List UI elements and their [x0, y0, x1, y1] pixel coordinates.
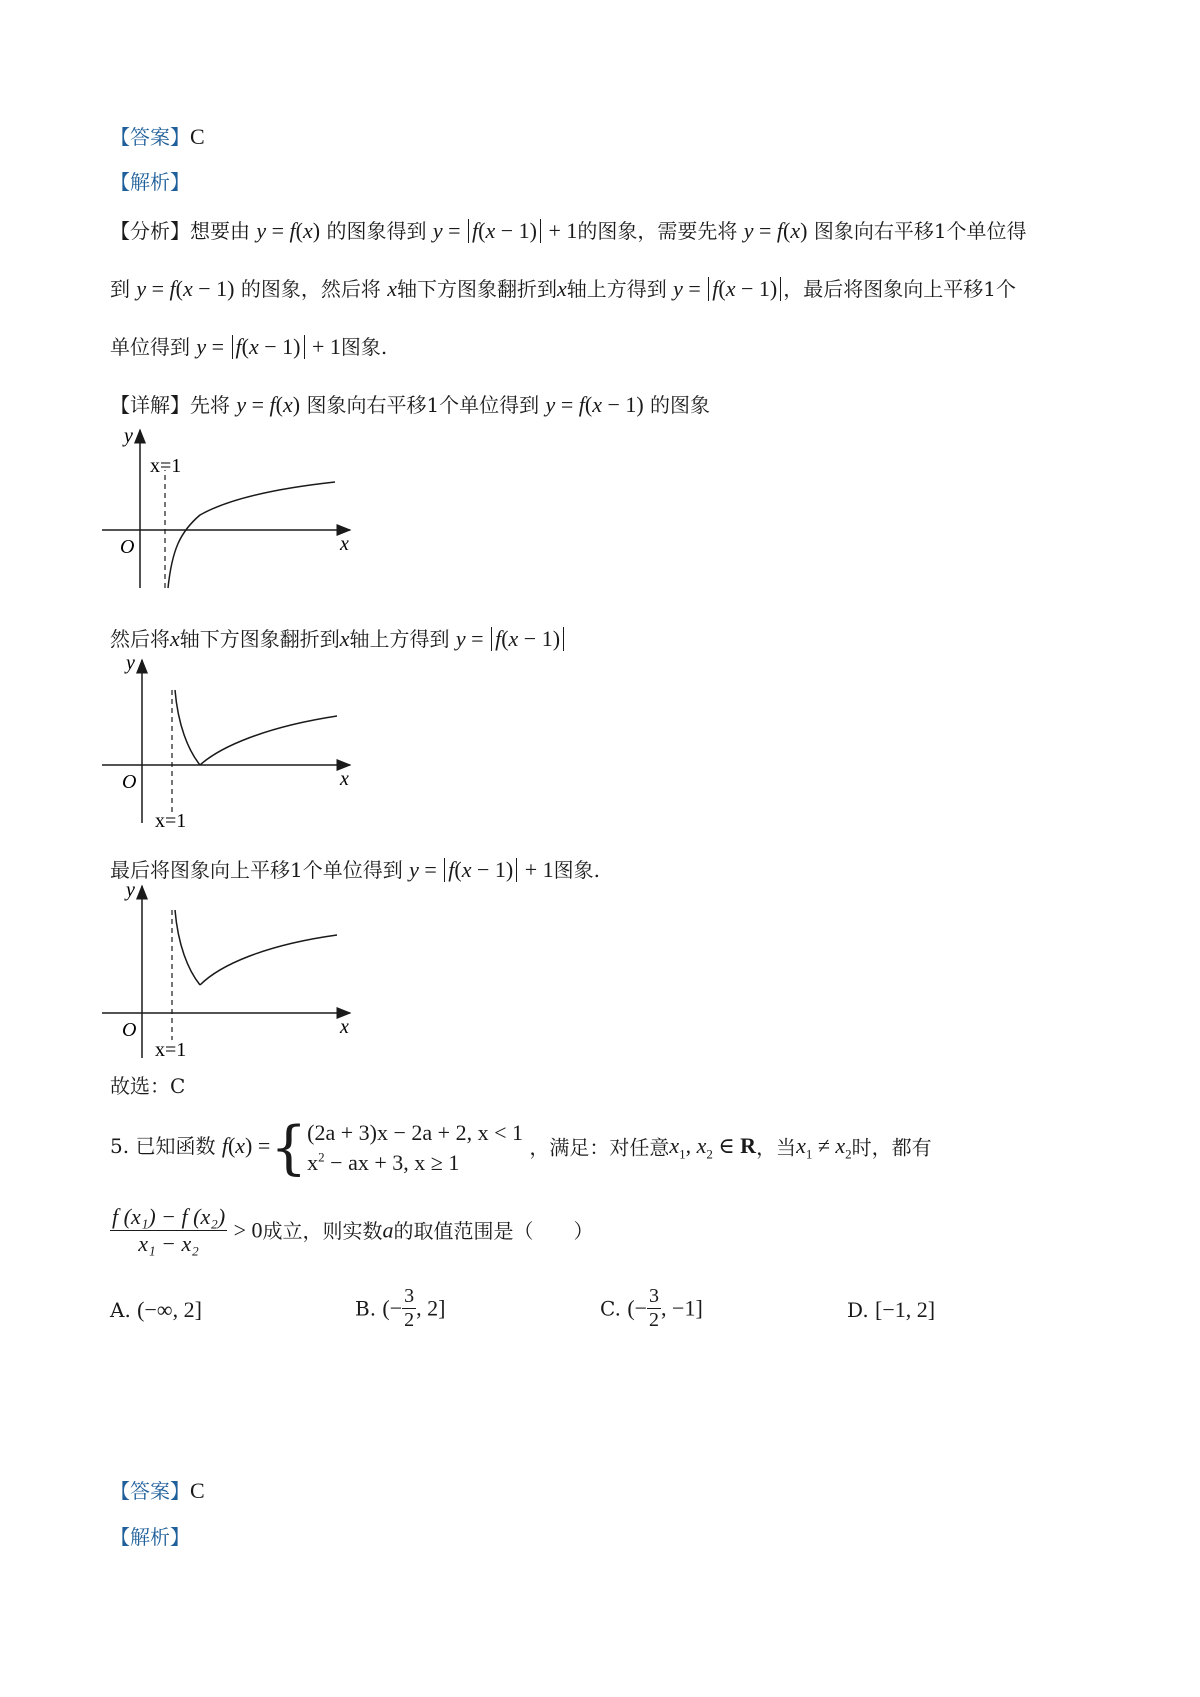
option-value-post: , 2] [416, 1295, 446, 1321]
text: 最后将图象向上平移1个单位得到 [110, 858, 403, 882]
asymptote-label: x=1 [155, 810, 187, 832]
text: 的取值范围是（ ） [393, 1218, 594, 1243]
text: 图象向右平移1个单位得到 [306, 393, 540, 417]
formula: y = f(x − 1) [136, 276, 235, 301]
answer-value: C [190, 124, 205, 149]
choose-line: 故选：C [110, 1074, 186, 1098]
q5-analysis-line [110, 1525, 190, 1549]
formula: a [382, 1217, 394, 1243]
text: 先将 [190, 393, 230, 417]
text: ，满足：对任意 [529, 1135, 670, 1160]
piece-1: (2a + 3)x − 2a + 2, x < 1 [307, 1120, 523, 1145]
q5-stem-line-2 [110, 1204, 593, 1258]
text: 然后将 [110, 627, 170, 651]
text: 轴上方得到 [566, 277, 667, 301]
piece-2-rest: − ax + 3, x ≥ 1 [324, 1149, 460, 1175]
fraction-denominator: x₁ − x₂ [138, 1231, 199, 1257]
brace: { [270, 1113, 308, 1182]
ratio-fraction [110, 1204, 227, 1258]
formula: f(x) = [221, 1133, 271, 1159]
text: 轴下方图象翻折到 [179, 627, 340, 651]
text: 的图象 [650, 393, 711, 417]
text: 轴下方图象翻折到 [396, 277, 557, 301]
answer-line [110, 124, 205, 150]
curve-right-branch [200, 716, 337, 765]
x-label: x [340, 768, 349, 790]
formula: y = f(x) [743, 218, 808, 243]
origin-label: O [122, 771, 137, 793]
graph-folded [100, 655, 370, 835]
fenxi-line-1 [110, 218, 1027, 244]
fenxi-tag: 【分析】 [110, 219, 190, 243]
piece-2-base: x [307, 1149, 319, 1175]
piece-2-exp: 2 [318, 1149, 325, 1165]
text: 的图象得到 [326, 219, 427, 243]
option-fraction [647, 1285, 661, 1332]
step2-line [110, 626, 566, 652]
asymptote-label: x=1 [150, 455, 182, 477]
x-label: x [340, 1016, 349, 1038]
origin-label: O [122, 1019, 137, 1041]
formula: > 0 [233, 1217, 263, 1243]
analysis-tag: 【解析】 [110, 170, 190, 194]
text: 图象向右平移1个单位得 [813, 219, 1027, 243]
text: 的图象，然后将 [240, 277, 381, 301]
analysis-line [110, 170, 190, 194]
asymptote-label: x=1 [155, 1039, 187, 1061]
option-label: A. [110, 1298, 131, 1322]
formula: $x_1$, $x_2$ ∈ R [669, 1133, 757, 1162]
option-b[interactable] [355, 1285, 445, 1332]
formula: y = f(x − 1) [673, 276, 783, 301]
answer-tag: 【答案】 [110, 1479, 190, 1503]
text: 图象. [553, 858, 601, 882]
xiangjie-tag: 【详解】 [110, 393, 190, 417]
piecewise [307, 1118, 523, 1177]
answer-tag: 【答案】 [110, 125, 190, 149]
x-label: x [340, 533, 349, 555]
text: 轴上方得到 [349, 627, 450, 651]
option-c[interactable] [600, 1285, 703, 1332]
formula: x [556, 276, 567, 301]
formula: y = f(x − 1) + 1 [432, 218, 578, 243]
formula: x [339, 626, 350, 651]
fraction-denominator: 2 [649, 1309, 660, 1331]
answer-value: C [190, 1478, 205, 1503]
formula: x [387, 276, 397, 301]
text: 已知函数 [135, 1134, 216, 1159]
option-value-pre: (− [627, 1295, 648, 1321]
option-label: C. [600, 1296, 621, 1321]
option-value: (−∞, 2] [137, 1297, 202, 1322]
option-d[interactable] [847, 1297, 935, 1323]
text: ，当 [756, 1135, 797, 1160]
fenxi-line-3 [110, 334, 387, 360]
option-label: D. [847, 1298, 869, 1322]
xiangjie-line [110, 392, 710, 418]
formula: y = f(x) [236, 392, 301, 417]
option-fraction [402, 1285, 416, 1332]
formula: y = f(x − 1) + 1 [196, 334, 341, 359]
formula: y = f(x) [256, 218, 321, 243]
fraction-numerator: f (x₁) − f (x₂) [110, 1204, 227, 1231]
y-label: y [126, 655, 135, 674]
q5-answer-line [110, 1478, 205, 1504]
origin-label: O [120, 536, 135, 558]
text: 单位得到 [110, 335, 190, 359]
formula: y = f(x − 1) + 1 [409, 857, 554, 882]
formula: y = f(x − 1) [545, 392, 644, 417]
text: 想要由 [190, 219, 250, 243]
fraction-denominator: 2 [404, 1309, 415, 1331]
fraction-numerator: 3 [404, 1285, 415, 1307]
q5-stem-line-1 [110, 1113, 932, 1182]
graph-lifted [100, 880, 370, 1070]
curve-left-branch [175, 690, 200, 765]
q5-number: 5. [110, 1134, 130, 1159]
text: 时，都有 [851, 1135, 932, 1160]
fraction-numerator: 3 [649, 1285, 660, 1307]
option-value: [−1, 2] [875, 1297, 936, 1322]
y-label: y [124, 425, 133, 447]
option-value-pre: (− [382, 1295, 403, 1321]
text: 的图象，需要先将 [577, 219, 738, 243]
formula: $x_1 \ne x_2$ [796, 1133, 852, 1162]
text: 图象. [340, 335, 388, 359]
option-label: B. [355, 1296, 377, 1321]
text: ，最后将图象向上平移1个 [783, 277, 1016, 301]
fenxi-line-2 [110, 276, 1016, 302]
piece-2 [307, 1148, 523, 1178]
text: 成立，则实数 [262, 1218, 383, 1243]
curve-right-branch [200, 935, 337, 985]
graph-shifted [100, 420, 370, 600]
curve [168, 482, 335, 588]
option-a[interactable] [110, 1297, 202, 1323]
formula: x [170, 626, 180, 651]
curve-left-branch [175, 910, 200, 985]
analysis-tag: 【解析】 [110, 1525, 190, 1549]
option-value-post: , −1] [661, 1295, 703, 1321]
y-label: y [126, 880, 135, 901]
formula: y = f(x − 1) [456, 626, 566, 651]
text: 到 [110, 277, 130, 301]
